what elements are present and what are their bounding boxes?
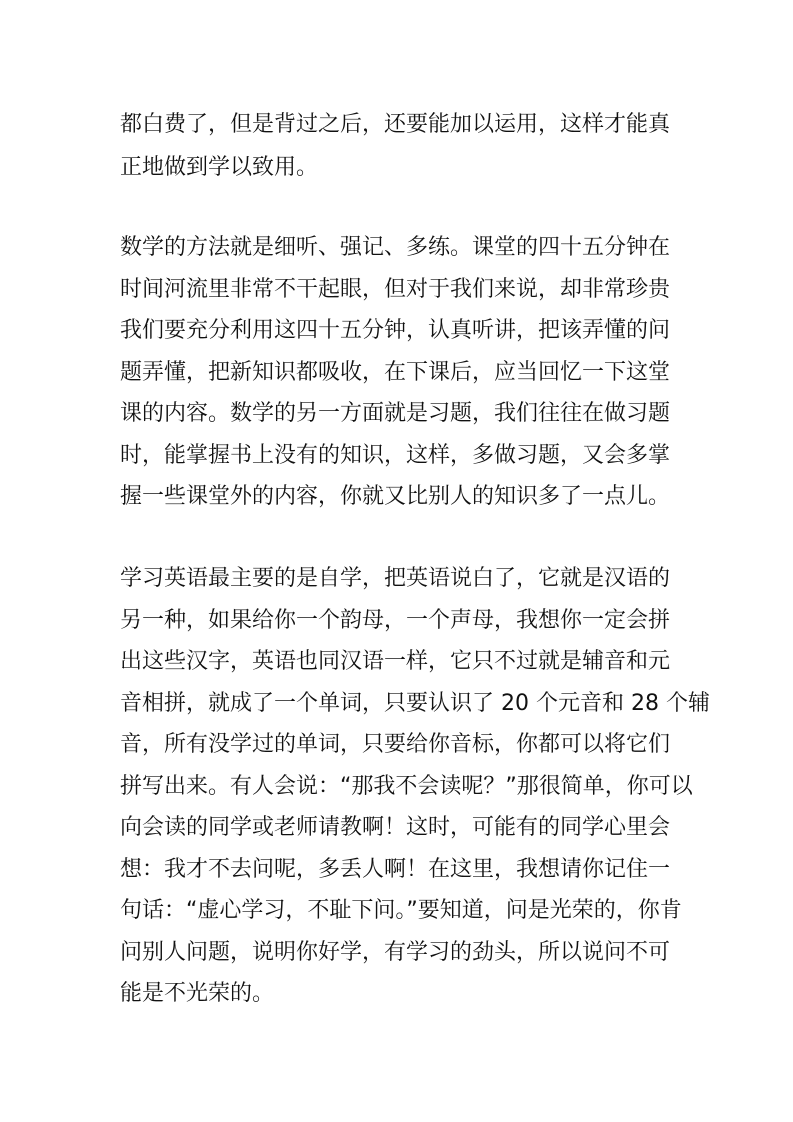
paragraph-2-line-2: 时间河流里非常不干起眼，但对于我们来说，却非常珍贵 xyxy=(120,277,671,302)
paragraph-3-line-2: 另一种，如果给你一个韵母，一个声母，我想你一定会拼 xyxy=(120,608,671,633)
paragraph-1-line-2: 正地做到学以致用。 xyxy=(120,155,319,180)
paragraph-3-line-9: 句话：“虚心学习，不耻下问。”要知道，问是光荣的，你肯 xyxy=(120,898,682,923)
paragraph-2-line-5: 课的内容。数学的另一方面就是习题，我们往往在做习题 xyxy=(120,401,671,426)
paragraph-2-line-4: 题弄懂，把新知识都吸收，在下课后，应当回忆一下这堂 xyxy=(120,360,671,385)
paragraph-2-line-6: 时，能掌握书上没有的知识，这样，多做习题，又会多掌 xyxy=(120,443,671,468)
paragraph-3-line-1: 学习英语最主要的是自学，把英语说白了，它就是汉语的 xyxy=(120,566,671,591)
paragraph-3-line-10: 问别人问题，说明你好学，有学习的劲头，所以说问不可 xyxy=(120,940,671,965)
paragraph-2-line-3: 我们要充分利用这四十五分钟，认真听讲，把该弄懂的问 xyxy=(120,318,671,343)
paragraph-2-line-7: 握一些课堂外的内容，你就又比别人的知识多了一点儿。 xyxy=(120,484,671,509)
paragraph-3-line-5: 音，所有没学过的单词，只要给你音标，你都可以将它们 xyxy=(120,732,671,757)
paragraph-3-line-11: 能是不光荣的。 xyxy=(120,981,275,1006)
paragraph-3-line-7: 向会读的同学或老师请教啊！这时，可能有的同学心里会 xyxy=(120,815,671,840)
paragraph-3-line-4: 音相拼，就成了一个单词，只要认识了 20 个元音和 28 个辅 xyxy=(120,691,710,716)
paragraph-3-line-6: 拼写出来。有人会说：“那我不会读呢？”那很简单，你可以 xyxy=(120,774,693,799)
paragraph-3-line-8: 想：我才不去问呢，多丢人啊！在这里，我想请你记住一 xyxy=(120,857,671,882)
paragraph-1-line-1: 都白费了，但是背过之后，还要能加以运用，这样才能真 xyxy=(120,112,671,137)
paragraph-2-line-1: 数学的方法就是细听、强记、多练。课堂的四十五分钟在 xyxy=(120,235,671,260)
paragraph-3-line-3: 出这些汉字，英语也同汉语一样，它只不过就是辅音和元 xyxy=(120,649,671,674)
